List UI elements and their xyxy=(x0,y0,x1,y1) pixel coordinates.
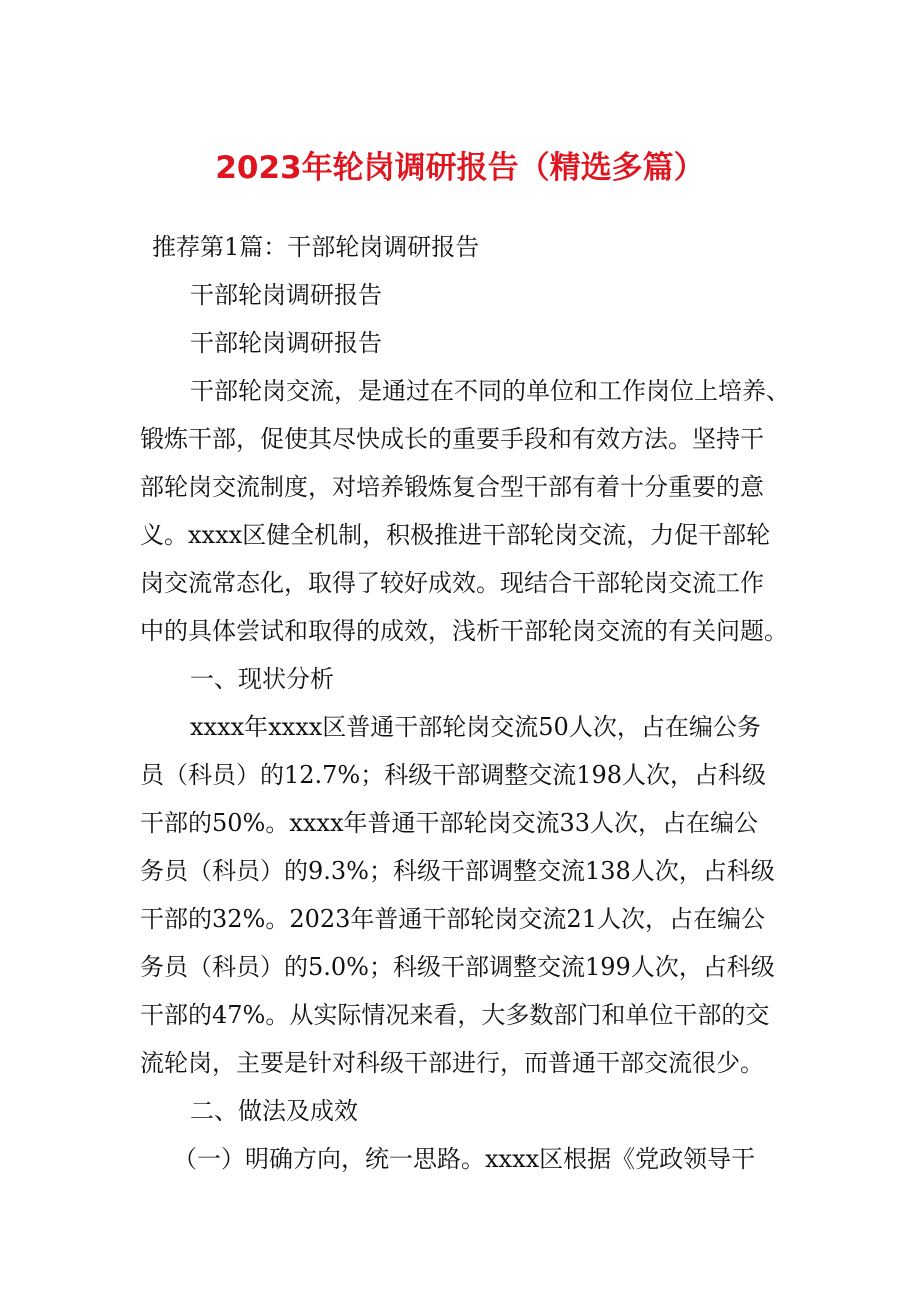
paragraph-line: 锻炼干部，促使其尽快成长的重要手段和有效方法。坚持干 xyxy=(140,425,764,453)
paragraph-line: 干部轮岗交流，是通过在不同的单位和工作岗位上培养、 xyxy=(190,377,790,405)
paragraph-line: 部轮岗交流制度，对培养锻炼复合型干部有着十分重要的意 xyxy=(140,473,764,501)
paragraph-line: （一）明确方向，统一思路。xxxx区根据《党政领导干 xyxy=(173,1145,756,1173)
paragraph-line: 员（科员）的12.7%；科级干部调整交流198人次，占科级 xyxy=(140,761,767,789)
paragraph-line: 务员（科员）的5.0%；科级干部调整交流199人次，占科级 xyxy=(140,953,775,981)
section-heading: 二、做法及成效 xyxy=(190,1097,358,1125)
recommend-heading: 推荐第1篇：干部轮岗调研报告 xyxy=(152,233,480,261)
paragraph-line: 务员（科员）的9.3%；科级干部调整交流138人次，占科级 xyxy=(140,857,775,885)
paragraph-line: 义。xxxx区健全机制，积极推进干部轮岗交流，力促干部轮 xyxy=(140,521,771,549)
section-heading: 一、现状分析 xyxy=(190,665,334,693)
paragraph-line: 干部的32%。2023年普通干部轮岗交流21人次，占在编公 xyxy=(140,905,765,933)
paragraph-line: 流轮岗，主要是针对科级干部进行，而普通干部交流很少。 xyxy=(140,1049,764,1077)
paragraph-line: 干部的50%。xxxx年普通干部轮岗交流33人次，占在编公 xyxy=(140,809,759,837)
document-title: 2023年轮岗调研报告（精选多篇） xyxy=(215,150,705,186)
paragraph-line: 岗交流常态化，取得了较好成效。现结合干部轮岗交流工作 xyxy=(140,569,764,597)
paragraph-line: 干部的47%。从实际情况来看，大多数部门和单位干部的交 xyxy=(140,1001,770,1029)
paragraph-line: xxxx年xxxx区普通干部轮岗交流50人次，占在编公务 xyxy=(190,713,761,741)
subtitle-line: 干部轮岗调研报告 xyxy=(190,329,382,357)
paragraph-line: 中的具体尝试和取得的成效，浅析干部轮岗交流的有关问题。 xyxy=(140,617,788,645)
subtitle-line: 干部轮岗调研报告 xyxy=(190,281,382,309)
